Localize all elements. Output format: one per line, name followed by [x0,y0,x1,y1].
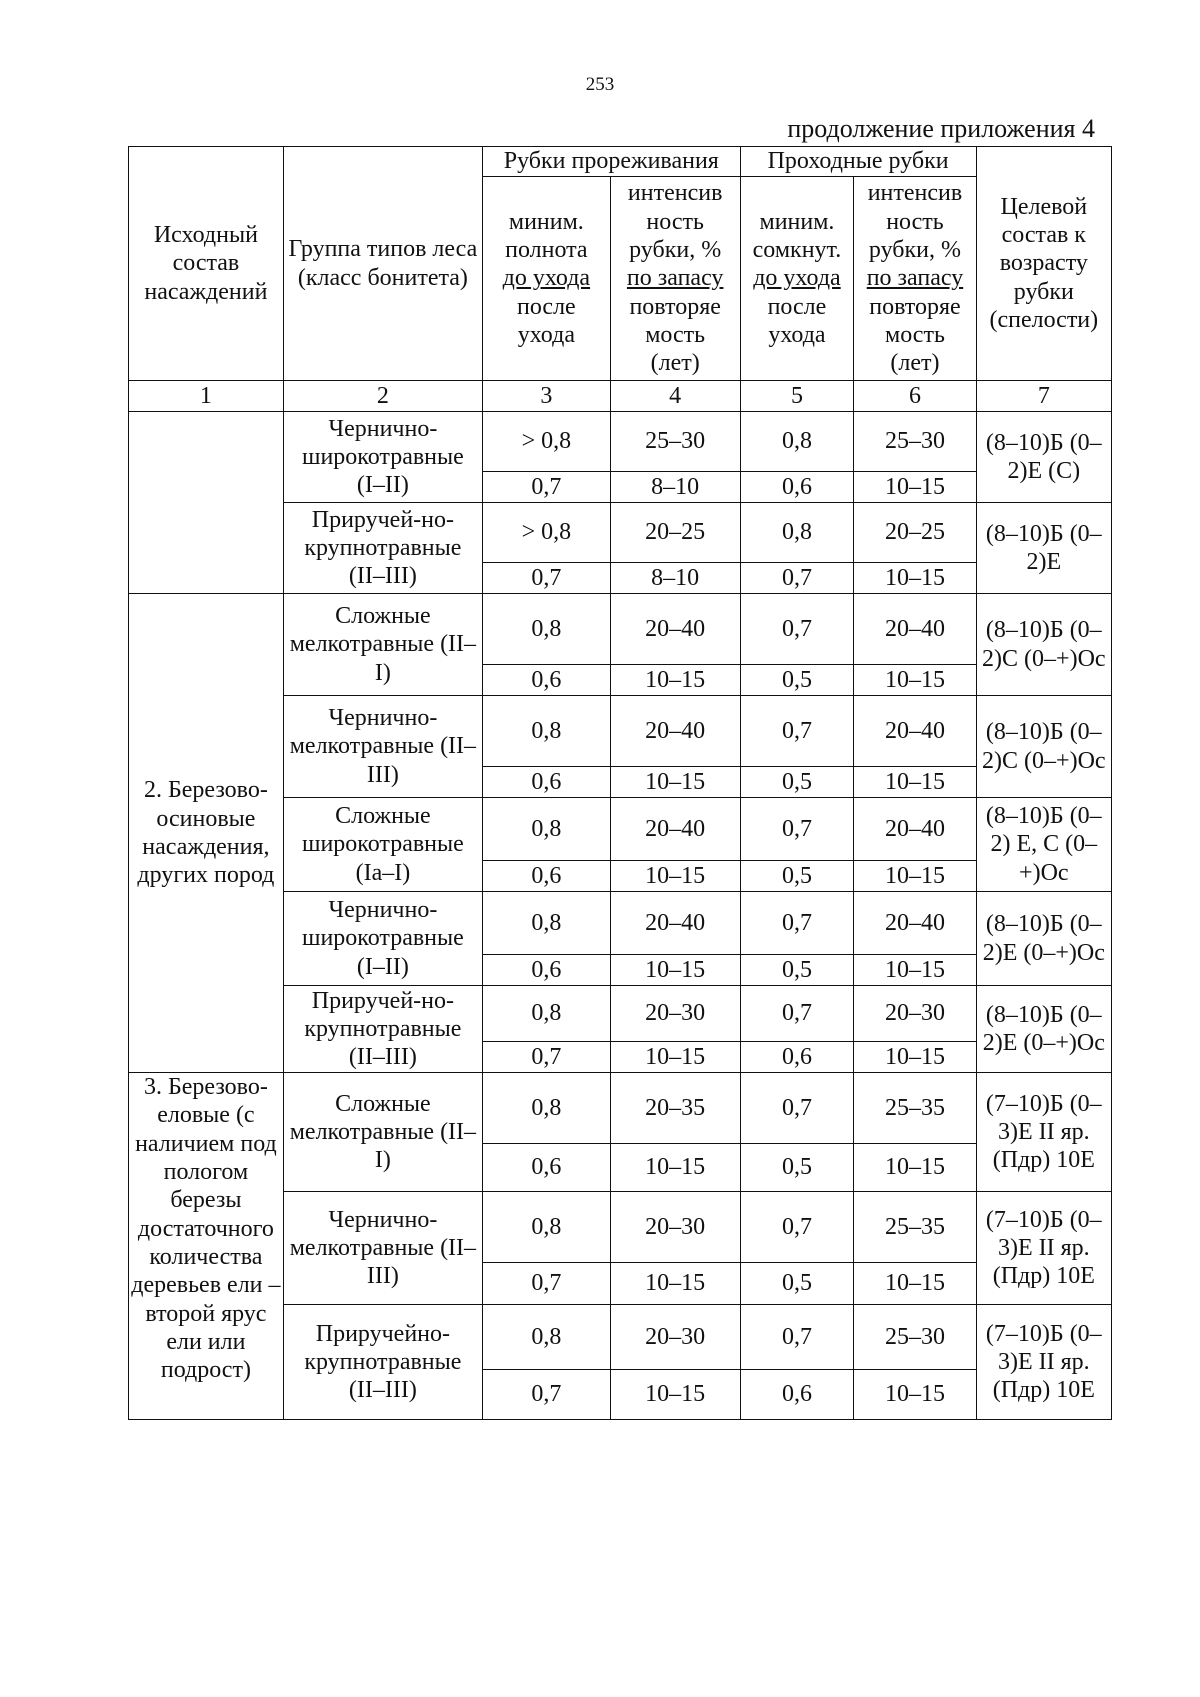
thin-min-density-after-cell: 0,7 [482,563,610,594]
forestry-table [128,146,1112,1420]
thin-repeat-years-cell: 10–15 [610,1370,740,1420]
column-number: 4 [610,381,740,412]
column-number: 3 [482,381,610,412]
header-thinning: Рубки прореживания [482,147,740,177]
pass-min-underlined: до ухода [753,265,841,292]
thin-intensity-cell: 20–25 [610,503,740,563]
thin-intensity-cell: 20–30 [610,1305,740,1370]
initial-composition-cell [129,412,284,594]
thin-min-density-before-cell: 0,8 [482,1073,610,1144]
thin-repeat-years-cell: 10–15 [610,665,740,696]
pass-min-closure-after-cell: 0,6 [740,1370,854,1420]
thin-intensity-cell: 20–40 [610,798,740,861]
thin-repeat-years-cell: 8–10 [610,563,740,594]
thin-int-after: (лет) [650,350,700,377]
thin-min-density-after-cell: 0,6 [482,861,610,892]
thin-intensity-cell: 20–35 [610,1073,740,1144]
pass-min-closure-before-cell: 0,7 [740,986,854,1042]
pass-repeat-years-cell: 10–15 [854,1144,976,1192]
forest-type-cell: Чернично-мелкотравные (II–III) [283,1192,482,1305]
thin-min-density-before-cell: 0,8 [482,986,610,1042]
target-composition-cell: (8–10)Б (0–2)Е [976,503,1111,594]
pass-intensity-cell: 20–40 [854,594,976,665]
thin-min-density-before-cell: 0,8 [482,1305,610,1370]
thin-intensity-cell: 20–40 [610,594,740,665]
pass-repeat-years-cell: 10–15 [854,1263,976,1305]
forest-type-cell: Сложные мелкотравные (II–I) [283,594,482,696]
header-pass-min-closure [740,177,854,381]
forest-type-cell: Сложные широкотравные (Ia–I) [283,798,482,892]
pass-min-closure-before-cell: 0,7 [740,1192,854,1263]
pass-min-after: после [767,293,827,320]
pass-int-line: ность [886,208,944,235]
pass-min-closure-after-cell: 0,5 [740,1144,854,1192]
forest-type-cell: Чернично-широкотравные (I–II) [283,412,482,503]
forest-type-cell: Чернично-широкотравные (I–II) [283,892,482,986]
target-composition-cell: (8–10)Б (0–2)С (0–+)Ос [976,696,1111,798]
thin-min-after: после [516,293,576,320]
pass-min-closure-before-cell: 0,7 [740,696,854,767]
thin-intensity-cell: 20–40 [610,892,740,955]
thin-min-line: миним. [508,208,584,235]
pass-repeat-years-cell: 10–15 [854,563,976,594]
thin-min-density-after-cell: 0,7 [482,472,610,503]
thin-min-density-before-cell: 0,8 [482,798,610,861]
thin-repeat-years-cell: 10–15 [610,1263,740,1305]
header-thin-intensity [610,177,740,381]
pass-intensity-cell: 20–30 [854,986,976,1042]
thin-intensity-cell: 20–30 [610,1192,740,1263]
thin-min-line: полнота [505,237,588,264]
table-row [129,1073,1112,1144]
pass-intensity-cell: 20–40 [854,892,976,955]
initial-composition-cell: 2. Березово-осиновые насаждения, других пород [129,594,284,1073]
thin-min-density-after-cell: 0,6 [482,955,610,986]
target-composition-cell: (8–10)Б (0–2)Е (0–+)Ос [976,986,1111,1073]
pass-intensity-cell: 25–30 [854,412,976,472]
target-composition-cell: (8–10)Б (0–2)С (0–+)Ос [976,594,1111,696]
thin-int-after: мость [645,321,706,348]
pass-int-underlined: по запасу [866,265,964,292]
thin-int-underlined: по запасу [626,265,724,292]
header-target-composition: Целевой состав к возрасту рубки (спелости) [976,147,1111,381]
header-passing-cuts: Проходные рубки [740,147,976,177]
thin-min-density-after-cell: 0,6 [482,1144,610,1192]
pass-intensity-cell: 20–40 [854,798,976,861]
column-number: 7 [976,381,1111,412]
thin-min-underlined: до ухода [502,265,591,292]
pass-intensity-cell: 20–40 [854,696,976,767]
pass-min-closure-after-cell: 0,5 [740,861,854,892]
target-composition-cell: (8–10)Б (0–2)Е (0–+)Ос [976,892,1111,986]
pass-min-line: сомкнут. [752,237,842,264]
pass-repeat-years-cell: 10–15 [854,665,976,696]
thin-min-density-after-cell: 0,7 [482,1370,610,1420]
thin-repeat-years-cell: 8–10 [610,472,740,503]
pass-min-closure-after-cell: 0,5 [740,955,854,986]
pass-min-closure-before-cell: 0,8 [740,503,854,563]
target-composition-cell: (8–10)Б (0–2)Е (С) [976,412,1111,503]
table-row [129,412,1112,472]
thin-repeat-years-cell: 10–15 [610,955,740,986]
pass-repeat-years-cell: 10–15 [854,1370,976,1420]
thin-min-density-after-cell: 0,6 [482,665,610,696]
thin-int-after: повторяе [629,293,721,320]
pass-int-after: (лет) [890,350,940,377]
thin-min-density-before-cell: 0,8 [482,696,610,767]
thin-repeat-years-cell: 10–15 [610,767,740,798]
forest-type-cell: Приручей-но-крупнотравные (II–III) [283,986,482,1073]
column-number: 6 [854,381,976,412]
forest-type-cell: Приручей-но-крупнотравные (II–III) [283,503,482,594]
continuation-note: продолжение приложения 4 [787,114,1095,143]
pass-int-after: мость [885,321,945,348]
initial-composition-cell: 3. Березово-еловые (с наличием под пологом березы достаточного количества деревьев ели – второй ярус ели или подрост) [129,1073,284,1420]
pass-intensity-cell: 25–30 [854,1305,976,1370]
pass-min-closure-after-cell: 0,5 [740,1263,854,1305]
table-row [129,594,1112,665]
thin-min-density-after-cell: 0,6 [482,767,610,798]
header-pass-intensity [854,177,976,381]
thin-min-density-after-cell: 0,7 [482,1042,610,1073]
page-number: 253 [585,74,615,95]
target-composition-cell: (7–10)Б (0–3)Е II яр. (Пдр) 10Е [976,1192,1111,1305]
thin-int-line: интенсив [627,180,723,207]
thin-repeat-years-cell: 10–15 [610,1144,740,1192]
thin-min-density-before-cell: 0,8 [482,594,610,665]
thin-intensity-cell: 20–30 [610,986,740,1042]
pass-min-after: ухода [768,321,826,348]
thin-min-after: ухода [517,321,575,348]
pass-repeat-years-cell: 10–15 [854,767,976,798]
header-initial-composition: Исходный состав насаждений [129,147,284,381]
forest-type-cell: Сложные мелкотравные (II–I) [283,1073,482,1192]
forest-type-cell: Чернично-мелкотравные (II–III) [283,696,482,798]
table-body [129,412,1112,1420]
pass-min-closure-before-cell: 0,7 [740,1073,854,1144]
thin-repeat-years-cell: 10–15 [610,1042,740,1073]
pass-int-line: интенсив [867,180,963,207]
thin-repeat-years-cell: 10–15 [610,861,740,892]
header-thin-min-density [482,177,610,381]
pass-min-closure-before-cell: 0,8 [740,412,854,472]
pass-int-line: рубки, % [868,237,961,264]
pass-intensity-cell: 25–35 [854,1073,976,1144]
column-number: 2 [283,381,482,412]
thin-min-density-before-cell: 0,8 [482,1192,610,1263]
pass-min-closure-before-cell: 0,7 [740,892,854,955]
pass-min-closure-after-cell: 0,6 [740,1042,854,1073]
pass-min-closure-before-cell: 0,7 [740,1305,854,1370]
target-composition-cell: (8–10)Б (0–2) Е, С (0–+)Ос [976,798,1111,892]
pass-min-line: миним. [759,208,835,235]
pass-min-closure-after-cell: 0,6 [740,472,854,503]
pass-int-after: повторяе [869,293,961,320]
pass-min-closure-before-cell: 0,7 [740,594,854,665]
forest-type-cell: Приручейно-крупнотравные (II–III) [283,1305,482,1420]
thin-min-density-before-cell: 0,8 [482,892,610,955]
thin-intensity-cell: 20–40 [610,696,740,767]
pass-repeat-years-cell: 10–15 [854,472,976,503]
pass-repeat-years-cell: 10–15 [854,861,976,892]
thin-min-density-before-cell: > 0,8 [482,503,610,563]
pass-min-closure-before-cell: 0,7 [740,798,854,861]
column-number: 5 [740,381,854,412]
thin-min-density-before-cell: > 0,8 [482,412,610,472]
thin-int-line: ность [646,208,704,235]
pass-repeat-years-cell: 10–15 [854,955,976,986]
thin-intensity-cell: 25–30 [610,412,740,472]
column-number: 1 [129,381,284,412]
target-composition-cell: (7–10)Б (0–3)Е II яр. (Пдр) 10Е [976,1073,1111,1192]
pass-intensity-cell: 20–25 [854,503,976,563]
pass-intensity-cell: 25–35 [854,1192,976,1263]
thin-min-density-after-cell: 0,7 [482,1263,610,1305]
pass-repeat-years-cell: 10–15 [854,1042,976,1073]
target-composition-cell: (7–10)Б (0–3)Е II яр. (Пдр) 10Е [976,1305,1111,1420]
header-forest-type-group: Группа типов леса (класс бонитета) [283,147,482,381]
pass-min-closure-after-cell: 0,5 [740,767,854,798]
pass-min-closure-after-cell: 0,5 [740,665,854,696]
pass-min-closure-after-cell: 0,7 [740,563,854,594]
thin-int-line: рубки, % [629,237,722,264]
